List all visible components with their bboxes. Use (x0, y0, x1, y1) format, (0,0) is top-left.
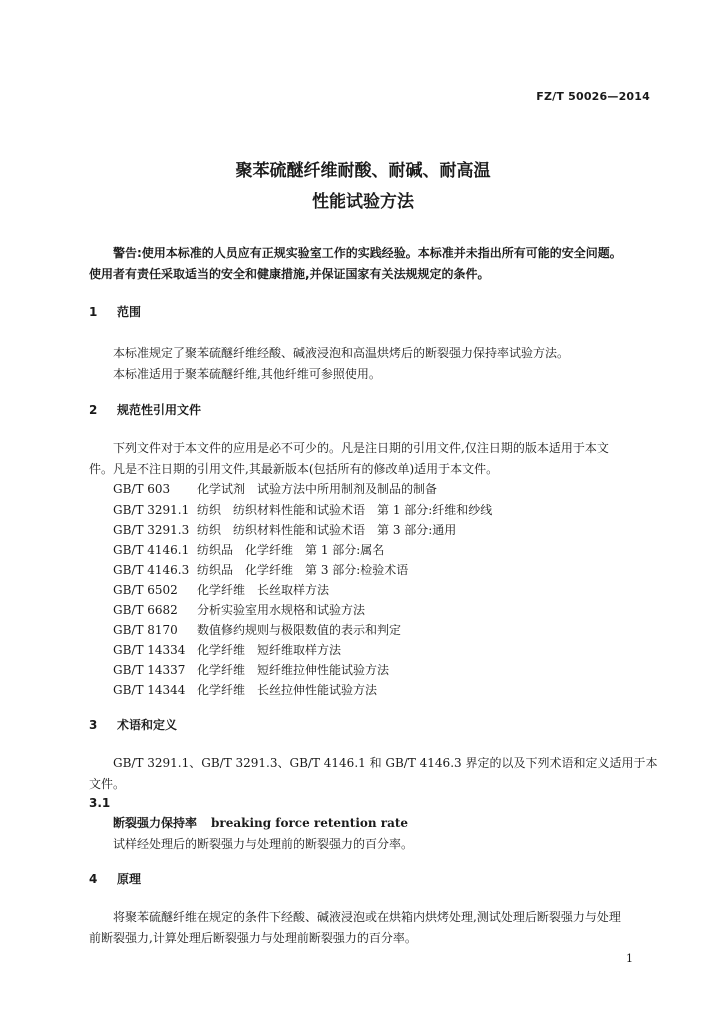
term-chinese: 断裂强力保持率 (113, 816, 198, 830)
section-3-title: 术语和定义 (117, 718, 178, 732)
warning-line-1: 警告:使用本标准的人员应有正规实验室工作的实践经验。本标准并未指出所有可能的安全问题。 (113, 246, 622, 260)
section-3-heading (89, 719, 177, 731)
section-4-number: 4 (89, 872, 98, 886)
page-number: 1 (626, 952, 633, 965)
ref-code: GB/T 14334 (113, 643, 186, 657)
ref-item (113, 664, 389, 676)
ref-item (113, 604, 365, 616)
ref-item (113, 544, 384, 556)
principle-line-1: 将聚苯硫醚纤维在规定的条件下经酸、碱液浸泡或在烘箱内烘烤处理,测试处理后断裂强力与处理 (113, 910, 621, 924)
ref-title: 数值修约规则与极限数值的表示和判定 (197, 623, 402, 637)
ref-code: GB/T 14337 (113, 663, 186, 677)
ref-title: 纺织品 化学纤维 第 1 部分:属名 (197, 543, 385, 557)
ref-title: 化学试剂 试验方法中所用制剂及制品的制备 (197, 482, 438, 496)
refs-intro-line-1: 下列文件对于本文件的应用是必不可少的。凡是注日期的引用文件,仅注日期的版本适用于本文 (113, 441, 609, 455)
section-4-heading (89, 873, 141, 885)
term-heading (113, 817, 408, 829)
section-4-title: 原理 (117, 872, 142, 886)
ref-item (113, 624, 401, 636)
ref-title: 化学纤维 短纤维取样方法 (197, 643, 342, 657)
ref-item (113, 684, 377, 696)
ref-title: 化学纤维 短纤维拉伸性能试验方法 (197, 663, 390, 677)
ref-item (113, 524, 456, 536)
ref-code: GB/T 8170 (113, 623, 178, 637)
ref-item (113, 584, 329, 596)
ref-title: 化学纤维 长丝拉伸性能试验方法 (197, 683, 378, 697)
ref-title: 分析实验室用水规格和试验方法 (197, 603, 366, 617)
ref-code: GB/T 3291.3 (113, 523, 190, 537)
standard-number: FZ/T 50026—2014 (536, 90, 650, 103)
document-title (0, 156, 726, 218)
ref-item (113, 564, 408, 576)
ref-code: GB/T 603 (113, 482, 171, 496)
term-definition: 试样经处理后的断裂强力与处理前的断裂强力的百分率。 (113, 837, 414, 851)
scope-paragraph-1: 本标准规定了聚苯硫醚纤维经酸、碱液浸泡和高温烘烤后的断裂强力保持率试验方法。 (113, 346, 570, 360)
terms-paragraph-line-1: GB/T 3291.1、GB/T 3291.3、GB/T 4146.1 和 GB/T 4146.3 界定的以及下列术语和定义适用于本 (113, 756, 658, 770)
ref-title: 纺织 纺织材料性能和试验术语 第 3 部分:通用 (197, 523, 457, 537)
section-2-number: 2 (89, 403, 98, 417)
scope-paragraph-2: 本标准适用于聚苯硫醚纤维,其他纤维可参照使用。 (113, 367, 381, 381)
ref-title: 纺织 纺织材料性能和试验术语 第 1 部分:纤维和纱线 (197, 503, 493, 517)
section-2-heading (89, 404, 201, 416)
section-3-number: 3 (89, 718, 98, 732)
section-2-title: 规范性引用文件 (117, 403, 202, 417)
ref-code: GB/T 6682 (113, 603, 178, 617)
ref-code: GB/T 4146.1 (113, 543, 190, 557)
ref-item (113, 644, 341, 656)
ref-code: GB/T 6502 (113, 583, 178, 597)
warning-line-2: 使用者有责任采取适当的安全和健康措施,并保证国家有关法规规定的条件。 (89, 267, 490, 281)
terms-paragraph-line-2: 文件。 (89, 777, 126, 791)
title-line-2: 性能试验方法 (312, 192, 414, 212)
section-1-number: 1 (89, 305, 98, 319)
ref-code: GB/T 4146.3 (113, 563, 190, 577)
section-1-heading (89, 306, 141, 318)
ref-title: 化学纤维 长丝取样方法 (197, 583, 330, 597)
ref-code: GB/T 3291.1 (113, 503, 190, 517)
ref-title: 纺织品 化学纤维 第 3 部分:检验术语 (197, 563, 409, 577)
ref-item (113, 483, 437, 495)
ref-code: GB/T 14344 (113, 683, 186, 697)
refs-intro-line-2: 件。凡是不注日期的引用文件,其最新版本(包括所有的修改单)适用于本文件。 (89, 462, 499, 476)
section-1-title: 范围 (117, 305, 142, 319)
ref-item (113, 504, 492, 516)
principle-line-2: 前断裂强力,计算处理后断裂强力与处理前断裂强力的百分率。 (89, 931, 417, 945)
term-number: 3.1 (89, 796, 111, 810)
title-line-1: 聚苯硫醚纤维耐酸、耐碱、耐高温 (235, 161, 491, 181)
term-english: breaking force retention rate (211, 816, 409, 830)
